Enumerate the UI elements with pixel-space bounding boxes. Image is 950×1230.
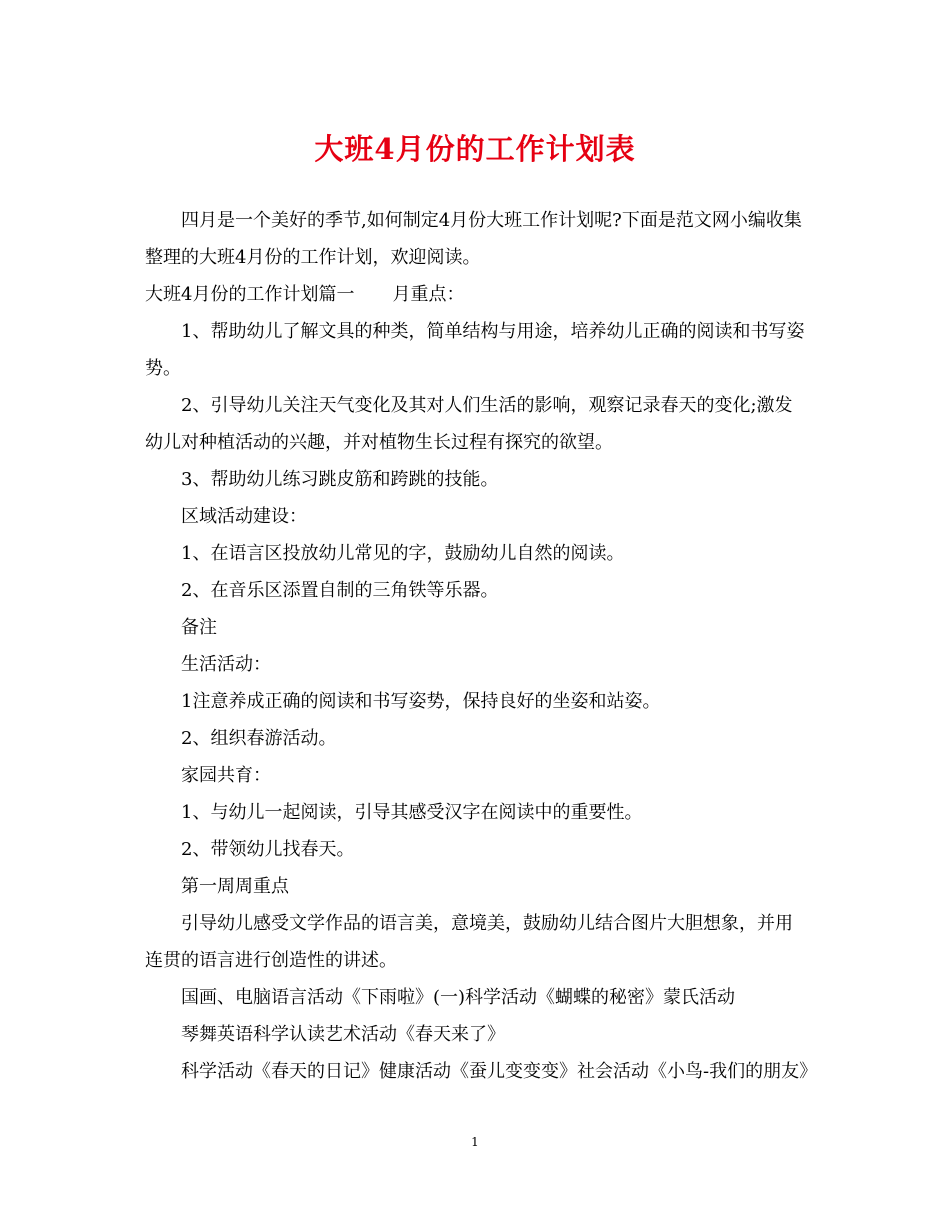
paragraph-home-2: 2、带领幼儿找春天。 [181,839,355,860]
section-heading [145,276,810,313]
paragraph-life-2: 2、组织春游活动。 [181,728,337,749]
paragraph-life-1: 1注意养成正确的阅读和书写姿势，保持良好的坐姿和站姿。 [181,691,661,712]
section-heading-month-focus: 月重点： [392,284,465,305]
paragraph-home-heading: 家园共育： [181,765,271,786]
paragraph-goal-1: 1、帮助幼儿了解文具的种类，简单结构与用途，培养幼儿正确的阅读和书写姿势。 [145,321,805,379]
paragraph-intro: 四月是一个美好的季节,如何制定4月份大班工作计划呢?下面是范文网小编收集整理的大班4月份的工作计划，欢迎阅读。 [145,210,802,268]
paragraph-life-heading: 生活活动： [181,654,271,675]
page-number: 1 [471,1135,479,1149]
paragraph-goal-2: 2、引导幼儿关注天气变化及其对人们生活的影响，观察记录春天的变化;激发幼儿对种植活动的兴趣，并对植物生长过程有探究的欲望。 [145,395,793,453]
document-title: 大班4月份的工作计划表 [314,132,636,166]
paragraph-area-1: 1、在语言区投放幼儿常见的字，鼓励幼儿自然的阅读。 [181,543,625,564]
paragraph-area-heading: 区域活动建设： [181,506,307,527]
paragraph-home-1: 1、与幼儿一起阅读，引导其感受汉字在阅读中的重要性。 [181,802,643,823]
paragraph-remark: 备注 [181,617,217,638]
paragraph-activities-3: 科学活动《春天的日记》健康活动《蚕儿变变变》社会活动《小鸟-我们的朋友》 [181,1061,818,1082]
paragraph-goal-3: 3、帮助幼儿练习跳皮筋和跨跳的技能。 [181,469,499,490]
document-body [145,202,818,1090]
paragraph-activities-1: 国画、电脑语言活动《下雨啦》(一)科学活动《蝴蝶的秘密》蒙氏活动 [181,987,736,1008]
paragraph-week1-heading: 第一周周重点 [181,876,289,897]
paragraph-week1-focus: 引导幼儿感受文学作品的语言美，意境美，鼓励幼儿结合图片大胆想象，并用连贯的语言进行创造性的讲述。 [145,913,793,971]
paragraph-area-2: 2、在音乐区添置自制的三角铁等乐器。 [181,580,499,601]
section-heading-title: 大班4月份的工作计划篇一 [145,284,355,305]
paragraph-activities-2: 琴舞英语科学认读艺术活动《春天来了》 [181,1024,505,1045]
